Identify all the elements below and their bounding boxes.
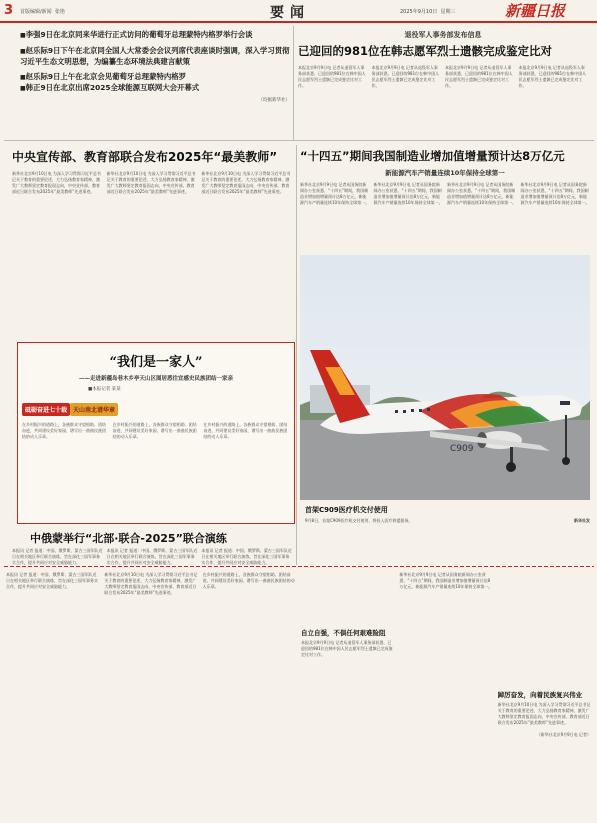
bottom-column (203, 572, 296, 817)
banner-right: 天山南北谱华章 (70, 403, 118, 416)
manufacturing-article[interactable] (300, 148, 590, 268)
teachers-body-text: 新华社北京9月10日电 为深入学习贯彻习近平总书记关于教育的重要论述，大力弘扬教育家精神，激发广大教师坚定教育报国志向，中央宣传部、教育部近日联合发布2025年“最美教师”先进事迹。 (201, 171, 291, 194)
family-feature[interactable] (17, 342, 295, 524)
end-note: （新华社北京9月9日电 记者） (536, 732, 591, 737)
subheading-1: 自立自强，不俱任何艰难险阻 (301, 629, 386, 637)
column-divider (296, 145, 297, 565)
teachers-title: 中央宣传部、教育部联合发布2025年“最美教师” (12, 150, 278, 164)
teachers-body-text: 新华社北京9月10日电 为深入学习贯彻习近平总书记关于教育的重要论述，大力弘扬教育家精神，激发广大教师坚定教育报国志向，中央宣传部、教育部近日联合发布2025年“最美教师”先进事迹。 (106, 171, 196, 194)
brief-item[interactable]: ■韩正9日在北京出席2025全球能源互联网大会开幕式 (20, 83, 200, 92)
date: 2025年9月10日 (400, 9, 438, 15)
family-body-text: 在乡村振兴的道路上，各族群众守望相助、团结奋进，共同建设美好家园，谱写出一曲曲民族团结的动人乐章。 (203, 422, 288, 439)
caption-text: 9月8日，首架C909医疗机交付使用，将投入医疗救援服务。 (305, 518, 413, 523)
divider (4, 140, 594, 141)
drill-body-text: 本报讯 记者 报道：中国、俄罗斯、蒙古三国军队近日在相关地区举行联合演练，旨在深化三国军事务实合作，提升共同应对安全威胁能力。 (106, 548, 198, 565)
page-header (0, 0, 597, 22)
drill-body-text: 本报讯 记者 报道：中国、俄罗斯、蒙古三国军队近日在相关地区举行联合演练，旨在深化三国军事务实合作，提升共同应对安全威胁能力。 (12, 548, 103, 565)
edit-section: 首版编辑/新闻 (20, 9, 52, 15)
section-divider (4, 566, 594, 567)
subheading-2: 踔厉奋发，向着民族复兴伟业 (497, 691, 583, 699)
masthead-logo: 新疆日报 (505, 2, 566, 20)
caption-title: 首架C909医疗机交付使用 (305, 506, 388, 514)
brief-text: 韩正9日在北京出席2025全球能源互联网大会开幕式 (25, 83, 200, 92)
weekday: 星期三 (440, 9, 456, 15)
family-body (22, 422, 290, 526)
martyrs-body (298, 65, 588, 135)
section-title: 要闻 (270, 5, 310, 21)
brief-item[interactable]: ■赵乐际9日下午在北京同全国人大常委会会议列席代表座谈时强调，深入学习贯彻习近平生态文明思想，为编纂生态环境法典建言献策 (20, 45, 290, 66)
bottom-text: 新华社北京9月9日电 记者从国务院新闻办公室获悉，“十四五”期间，我国制造业增加值增量预计达8万亿元，新能源汽车产销量连续10年保持全球第一。 (399, 572, 493, 589)
drill-body-text: 本报讯 记者 报道：中国、俄罗斯、蒙古三国军队近日在相关地区举行联合演练，旨在深化三国军事务实合作，提升共同应对安全威胁能力。 (201, 548, 292, 565)
photo-caption (305, 505, 590, 524)
family-body-text: 在乡村振兴的道路上，各族群众守望相助、团结奋进，共同建设美好家园，谱写出一曲曲民族团结的动人乐章。 (22, 422, 106, 439)
martyrs-article[interactable] (298, 30, 588, 135)
manufacturing-subtitle: 新能源汽车产销量连续10年保持全球第一 (385, 169, 505, 177)
bottom-text: 新华社北京9月10日电 为深入学习贯彻习近平总书记关于教育的重要论述，大力弘扬教育家精神，激发广大教师坚定教育报国志向，中央宣传部、教育部近日联合发布2025年“最美教师”先进事迹。 (497, 702, 591, 725)
manufacturing-body-text: 新华社北京9月9日电 记者从国务院新闻办公室获悉，“十四五”期间，我国制造业增加值增量预计达8万亿元，新能源汽车产销量连续10年保持全球第一。 (447, 182, 517, 205)
martyrs-body-text: 本报北京9月9日电 记者从退役军人事务部获悉，已迎回的981位在韩中国人民志愿军烈士遗骸已完成鉴定比对工作。 (371, 65, 440, 88)
editor-name: 张艳 (54, 9, 65, 15)
brief-text: 赵乐际9日上午在北京会见葡萄牙总理蒙特内格罗 (25, 71, 187, 81)
family-title: “我们是一家人” (109, 355, 203, 370)
drill-article[interactable] (30, 530, 290, 546)
martyrs-body-text: 本报北京9月9日电 记者从退役军人事务部获悉，已迎回的981位在韩中国人民志愿军烈士遗骸已完成鉴定比对工作。 (445, 65, 513, 88)
briefs-block (20, 30, 290, 103)
bottom-text: 在乡村振兴的道路上，各族群众守望相助、团结奋进，共同建设美好家园，谱写出一曲曲民族团结的动人乐章。 (202, 572, 295, 589)
caption-body (305, 518, 590, 524)
bottom-text: 本报北京9月9日电 记者从退役军人事务部获悉，已迎回的981位在韩中国人民志愿军烈士遗骸已完成鉴定比对工作。 (301, 640, 393, 657)
manufacturing-body-text: 新华社北京9月9日电 记者从国务院新闻办公室获悉，“十四五”期间，我国制造业增加值增量预计达8万亿元，新能源汽车产销量连续10年保持全球第一。 (300, 182, 370, 205)
edit-label (20, 8, 65, 15)
aircraft-photo (300, 255, 590, 500)
page-number: 3 (4, 3, 14, 18)
bottom-column (104, 572, 197, 817)
manufacturing-title: “十四五”期间我国制造业增加值增量预计达8万亿元 (300, 149, 565, 163)
caption-credit: 新华社发 (574, 518, 590, 523)
column-divider (293, 26, 294, 140)
date-line (400, 8, 455, 15)
martyrs-title: 已迎回的981位在韩志愿军烈士遗骸完成鉴定比对 (298, 44, 553, 58)
bottom-columns (6, 572, 591, 817)
teachers-article[interactable] (12, 148, 292, 281)
family-subtitle: ——走进新疆岛巷木乡亭天山区图居悉往宜感史民族团结一家亲 (78, 376, 233, 382)
manufacturing-body-text: 新华社北京9月9日电 记者从国务院新闻办公室获悉，“十四五”期间，我国制造业增加值增量预计达8万亿元，新能源汽车产销量连续10年保持全球第一。 (520, 182, 590, 205)
brief-item[interactable]: ■赵乐际9日上午在北京会见葡萄牙总理蒙特内格罗 (20, 71, 187, 81)
banner-left: 砥砺奋进七十载 (22, 403, 70, 416)
header-rule (0, 21, 597, 23)
bottom-column (498, 572, 591, 817)
aircraft-photo-svg (300, 255, 590, 500)
bottom-text: 新华社北京9月10日电 为深入学习贯彻习近平总书记关于教育的重要论述，大力弘扬教育家精神，激发广大教师坚定教育报国志向，中央宣传部、教育部近日联合发布2025年“最美教师”先进事迹。 (104, 572, 198, 595)
martyrs-body-text: 本报北京9月9日电 记者从退役军人事务部获悉，已迎回的981位在韩中国人民志愿军烈士遗骸已完成鉴定比对工作。 (298, 65, 366, 88)
brief-text: 赵乐际9日下午在北京同全国人大常委会会议列席代表座谈时强调，深入学习贯彻习近平生态文明思想，为编纂生态环境法典建言献策 (20, 45, 290, 66)
manufacturing-body-text: 新华社北京9月9日电 记者从国务院新闻办公室获悉，“十四五”期间，我国制造业增加值增量预计达8万亿元，新能源汽车产销量连续10年保持全球第一。 (373, 182, 443, 205)
martyrs-kicker: 退役军人事务部发布信息 (404, 31, 482, 39)
martyrs-body-text: 本报北京9月9日电 记者从退役军人事务部获悉，已迎回的981位在韩中国人民志愿军烈士遗骸已完成鉴定比对工作。 (518, 65, 587, 88)
bottom-text: 本报讯 记者 报道：中国、俄罗斯、蒙古三国军队近日在相关地区举行联合演练，旨在深化三国军事务实合作，提升共同应对安全威胁能力。 (6, 572, 98, 589)
brief-text: 李强9日在北京同来华进行正式访问的葡萄牙总理蒙特内格罗举行会谈 (25, 30, 253, 39)
teachers-body-text: 新华社北京9月10日电 为深入学习贯彻习近平总书记关于教育的重要论述，大力弘扬教育家精神，激发广大教师坚定教育报国志向，中央宣传部、教育部近日联合发布2025年“最美教师”先进事迹。 (12, 171, 101, 194)
bottom-column (399, 572, 492, 817)
drill-title: 中俄蒙举行“北部·联合-2025”联合演练 (30, 532, 227, 545)
teachers-body (12, 171, 292, 281)
tail-number-label: C909 (450, 444, 474, 454)
briefs-source: （均据新华社） (258, 97, 290, 103)
family-byline: ■本报记者 某某 (88, 387, 121, 392)
bottom-column (301, 572, 394, 817)
bottom-column (6, 572, 99, 817)
family-banner (22, 397, 294, 416)
family-body-text: 在乡村振兴的道路上，各族群众守望相助、团结奋进，共同建设美好家园，谱写出一曲曲民族团结的动人乐章。 (112, 422, 197, 439)
brief-item[interactable]: ■李强9日在北京同来华进行正式访问的葡萄牙总理蒙特内格罗举行会谈 (20, 30, 253, 39)
